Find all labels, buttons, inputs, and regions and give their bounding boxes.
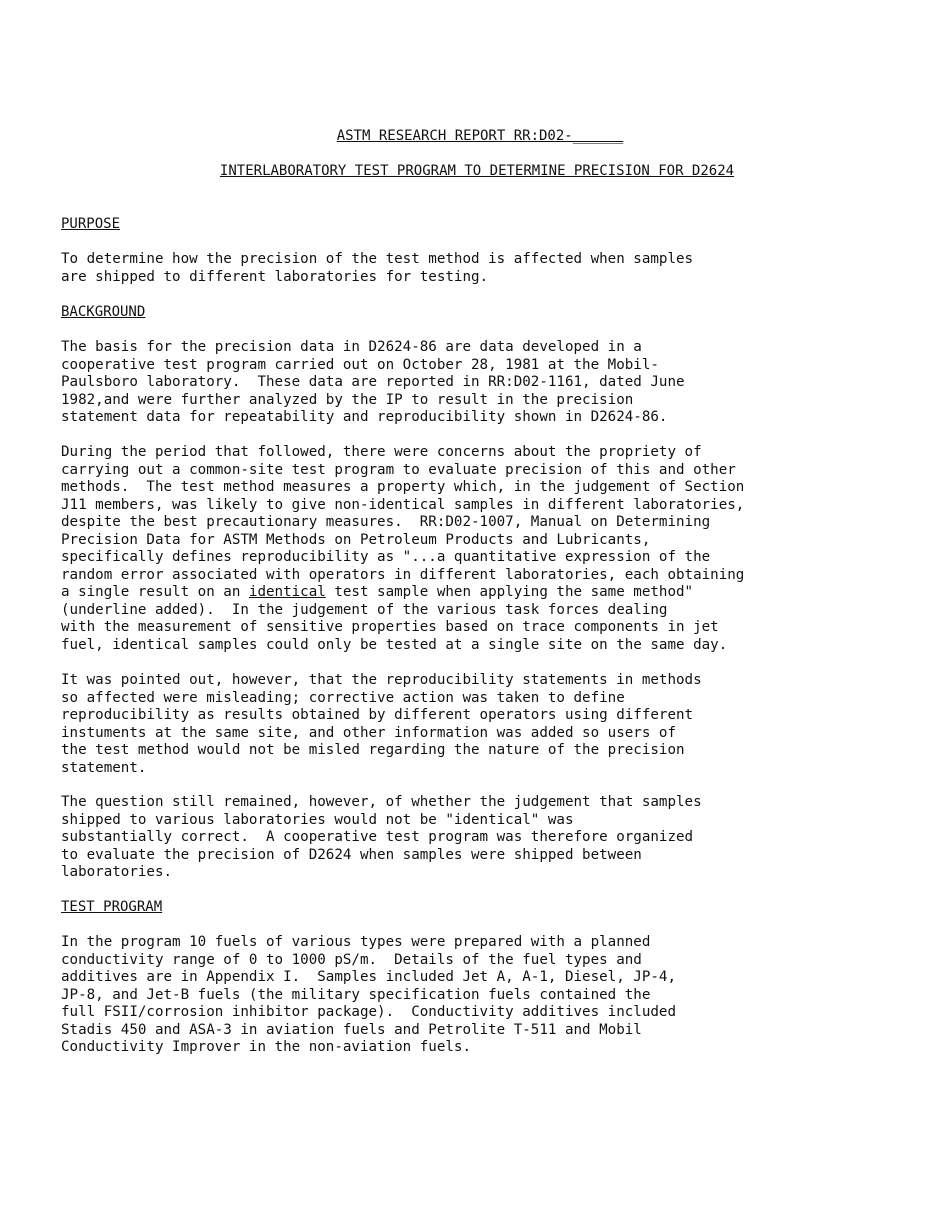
text-line-with-underline (61, 584, 921, 602)
background-paragraph-4 (61, 794, 921, 882)
text-line: full FSII/corrosion inhibitor package). Conductivity additives included (61, 1004, 676, 1020)
text-line: the test method would not be misled regarding the nature of the precision (61, 742, 685, 758)
text-line: The basis for the precision data in D2624-86 are data developed in a (61, 339, 642, 355)
text-segment: a single result on an (61, 584, 249, 600)
text-line: with the measurement of sensitive properties based on trace components in jet (61, 619, 719, 635)
purpose-section (61, 216, 921, 233)
text-line: despite the best precautionary measures. RR:D02-1007, Manual on Determining (61, 514, 711, 530)
text-line: conductivity range of 0 to 1000 pS/m. Details of the fuel types and (61, 951, 642, 968)
background-paragraph-2 (61, 444, 921, 654)
text-line: to evaluate the precision of D2624 when samples were shipped between (61, 846, 642, 863)
background-section (61, 304, 921, 321)
text-line: fuel, identical samples could only be tested at a single site on the same day. (61, 636, 728, 653)
text-line: instuments at the same site, and other information was added so users of (61, 724, 676, 741)
text-line: laboratories. (61, 864, 173, 880)
text-line: so affected were misleading; corrective action was taken to define (61, 689, 625, 706)
text-segment: test sample when applying the same method" (325, 584, 694, 600)
text-line: are shipped to different laboratories for testing. (61, 268, 489, 285)
text-line: Paulsboro laboratory. These data are reported in RR:D02-1161, dated June (61, 374, 685, 390)
text-line: It was pointed out, however, that the reproducibility statements in methods (61, 672, 702, 688)
text-line: additives are in Appendix I. Samples included Jet A, A-1, Diesel, JP-4, (61, 969, 676, 985)
background-heading: BACKGROUND (61, 304, 146, 320)
program-title: INTERLABORATORY TEST PROGRAM TO DETERMINE PRECISION FOR D2624 (219, 163, 735, 179)
text-line: statement. (61, 759, 147, 776)
background-paragraph-1 (61, 339, 921, 427)
text-line: In the program 10 fuels of various types were prepared with a planned (61, 934, 651, 950)
test-program-paragraph (61, 934, 921, 1057)
text-line: Conductivity Improver in the non-aviation fuels. (61, 1039, 471, 1055)
report-title: ASTM RESEARCH REPORT RR:D02-______ (336, 128, 624, 144)
background-paragraph-3 (61, 672, 921, 777)
text-line: (underline added). In the judgement of the various task forces dealing (61, 601, 668, 618)
text-line: 1982,and were further analyzed by the IP to result in the precision (61, 391, 634, 408)
text-line: Stadis 450 and ASA-3 in aviation fuels and Petrolite T-511 and Mobil (61, 1021, 642, 1038)
test-program-heading: TEST PROGRAM (61, 899, 163, 915)
text-line: The question still remained, however, of whether the judgement that samples (61, 794, 702, 810)
text-line: methods. The test method measures a property which, in the judgement of Section (61, 479, 745, 495)
text-line: cooperative test program carried out on October 28, 1981 at the Mobil- (61, 356, 659, 373)
text-line: carrying out a common-site test program to evaluate precision of this and other (61, 461, 736, 478)
text-line: statement data for repeatability and reproducibility shown in D2624-86. (61, 409, 668, 425)
text-line: shipped to various laboratories would not be "identical" was (61, 811, 574, 828)
text-line: J11 members, was likely to give non-identical samples in different laboratories, (61, 496, 745, 513)
text-line: Precision Data for ASTM Methods on Petroleum Products and Lubricants, (61, 531, 651, 548)
text-line: substantially correct. A cooperative test program was therefore organized (61, 829, 694, 845)
underlined-word: identical (248, 584, 326, 600)
text-line: To determine how the precision of the test method is affected when samples (61, 251, 694, 267)
text-line: reproducibility as results obtained by different operators using different (61, 707, 694, 723)
text-line: JP-8, and Jet-B fuels (the military specification fuels contained the (61, 986, 651, 1003)
text-line: random error associated with operators in different laboratories, each obtaining (61, 566, 745, 583)
purpose-paragraph (61, 251, 921, 286)
text-line: During the period that followed, there were concerns about the propriety of (61, 444, 702, 460)
purpose-heading: PURPOSE (61, 216, 121, 232)
text-line: specifically defines reproducibility as "...a quantitative expression of the (61, 549, 711, 565)
test-program-section (61, 899, 921, 916)
